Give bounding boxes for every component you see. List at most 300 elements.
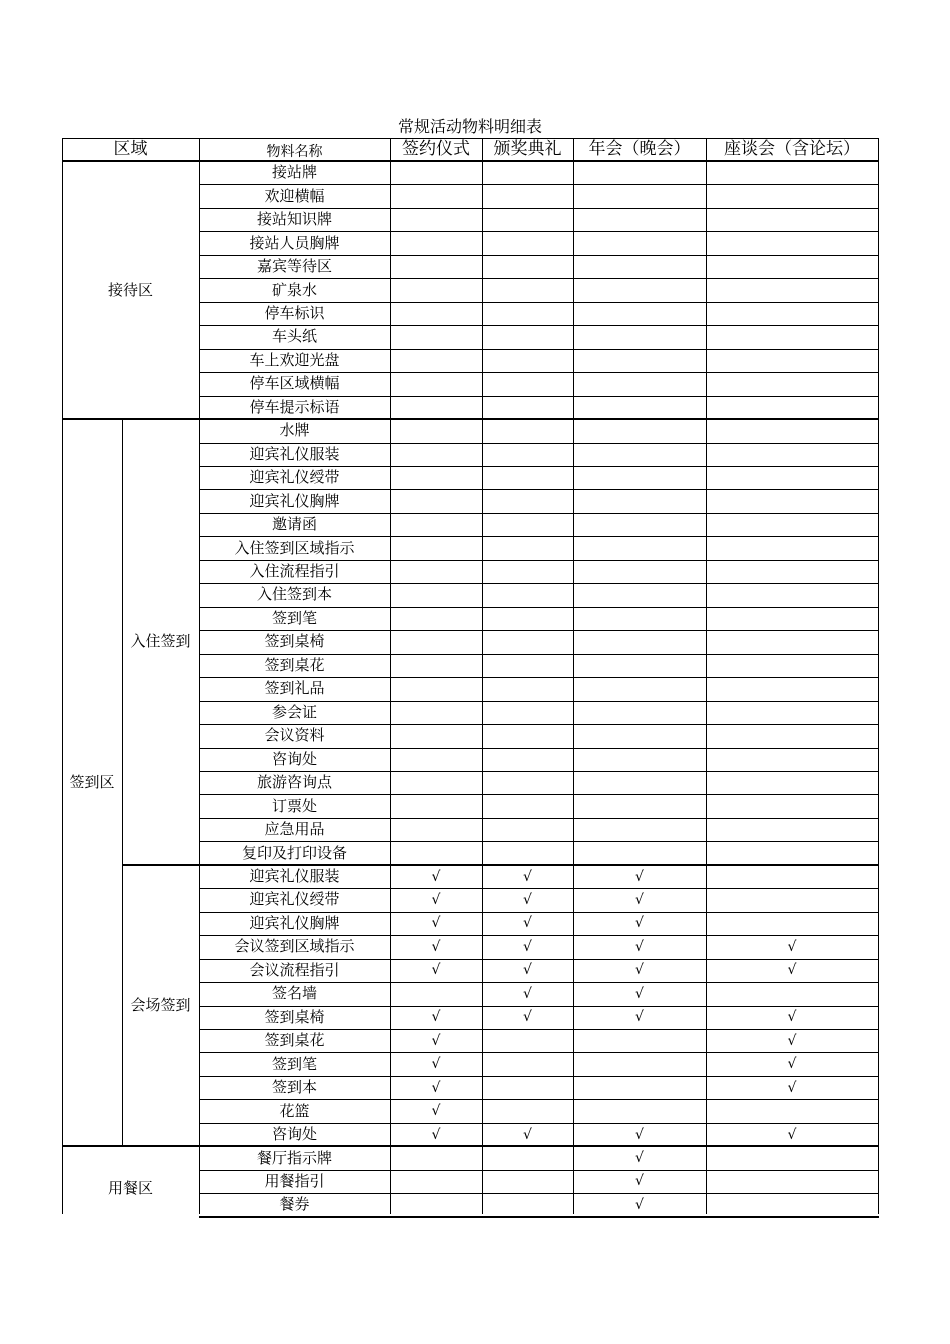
check-cell [573, 888, 706, 911]
check-mark-icon: √ [431, 1079, 441, 1096]
item-name: 迎宾礼仪胸牌 [249, 491, 340, 510]
check-cell [573, 1146, 706, 1169]
check-mark-icon: √ [431, 915, 441, 932]
check-cell [706, 794, 878, 817]
check-cell [390, 701, 482, 724]
check-cell [482, 677, 573, 700]
check-cell [706, 536, 878, 559]
check-cell [482, 1099, 573, 1122]
check-cell [482, 701, 573, 724]
subzone-divider [122, 864, 879, 866]
check-cell [482, 630, 573, 653]
check-cell [706, 1123, 878, 1146]
item-name: 矿泉水 [271, 280, 317, 299]
item-name: 车头纸 [271, 327, 317, 346]
check-mark-icon: √ [635, 985, 644, 1002]
check-mark-icon: √ [635, 1173, 644, 1190]
header-col-3: 年会（晚会） [588, 139, 691, 159]
check-mark-icon: √ [635, 1009, 644, 1026]
item-name: 接站牌 [271, 163, 317, 182]
check-cell [482, 255, 573, 278]
item-name: 迎宾礼仪胸牌 [249, 913, 340, 932]
check-cell [573, 771, 706, 794]
check-mark-icon: √ [523, 962, 532, 979]
check-cell [390, 349, 482, 372]
check-cell [573, 325, 706, 348]
table-border-top [62, 138, 879, 139]
check-cell [390, 184, 482, 207]
check-mark-icon: √ [635, 915, 644, 932]
check-cell [573, 1029, 706, 1052]
check-cell [482, 1146, 573, 1169]
row-divider [199, 607, 879, 608]
check-cell [573, 255, 706, 278]
check-mark-icon: √ [787, 1079, 797, 1096]
check-cell [706, 912, 878, 935]
check-cell [573, 1099, 706, 1122]
check-cell [706, 1146, 878, 1169]
check-cell [573, 466, 706, 489]
check-mark-icon: √ [523, 1126, 532, 1143]
row-divider [199, 701, 879, 702]
check-mark-icon: √ [523, 985, 532, 1002]
check-cell [482, 724, 573, 747]
item-name: 餐厅指示牌 [256, 1148, 332, 1167]
check-cell [390, 583, 482, 606]
check-cell [390, 325, 482, 348]
check-cell [482, 982, 573, 1005]
check-cell [706, 677, 878, 700]
item-name: 签到笔 [271, 1054, 317, 1073]
check-cell [706, 865, 878, 888]
check-cell [706, 1170, 878, 1193]
check-cell [390, 1193, 482, 1216]
check-cell [482, 1029, 573, 1052]
check-cell [482, 865, 573, 888]
check-cell [706, 302, 878, 325]
item-name: 会议资料 [264, 726, 325, 745]
check-mark-icon: √ [431, 1126, 441, 1143]
check-cell [573, 372, 706, 395]
check-cell [390, 771, 482, 794]
item-name: 餐券 [279, 1195, 310, 1214]
row-divider [199, 1170, 879, 1171]
check-mark-icon: √ [787, 962, 797, 979]
check-cell [390, 935, 482, 958]
check-cell [706, 654, 878, 677]
subzone-column-divider [122, 419, 123, 1146]
check-cell [573, 701, 706, 724]
check-mark-icon: √ [787, 1056, 797, 1073]
check-cell [706, 372, 878, 395]
check-cell [706, 748, 878, 771]
row-divider [199, 536, 879, 537]
check-cell [706, 1006, 878, 1029]
check-cell [390, 1170, 482, 1193]
check-cell [482, 1076, 573, 1099]
item-name: 签到桌椅 [264, 632, 325, 651]
check-cell [573, 536, 706, 559]
header-divider [62, 160, 879, 162]
check-cell [390, 489, 482, 512]
check-mark-icon: √ [787, 938, 797, 955]
check-cell [573, 489, 706, 512]
check-cell [390, 959, 482, 982]
item-name: 迎宾礼仪服装 [249, 444, 340, 463]
check-cell [482, 349, 573, 372]
check-cell [573, 818, 706, 841]
check-cell [390, 536, 482, 559]
item-name: 会议签到区域指示 [234, 937, 355, 956]
check-cell [706, 771, 878, 794]
check-cell [706, 888, 878, 911]
check-cell [482, 489, 573, 512]
check-cell [706, 607, 878, 630]
item-name: 迎宾礼仪服装 [249, 867, 340, 886]
column-divider [573, 138, 574, 1214]
row-divider [199, 794, 879, 795]
check-mark-icon: √ [431, 868, 441, 885]
check-cell [706, 184, 878, 207]
check-mark-icon: √ [431, 891, 441, 908]
check-cell [706, 724, 878, 747]
header-col-4: 座谈会（含论坛） [724, 139, 860, 159]
check-mark-icon: √ [431, 962, 441, 979]
check-cell [573, 419, 706, 442]
row-divider [199, 888, 879, 889]
check-cell [482, 771, 573, 794]
item-name: 旅游咨询点 [256, 773, 332, 792]
item-name: 水牌 [279, 421, 310, 440]
row-divider [199, 396, 879, 397]
check-cell [706, 278, 878, 301]
check-mark-icon: √ [787, 1032, 797, 1049]
row-divider [199, 208, 879, 209]
check-cell [482, 208, 573, 231]
item-name: 应急用品 [264, 820, 325, 839]
check-cell [573, 607, 706, 630]
zone-label: 签到区 [69, 773, 115, 792]
check-cell [573, 443, 706, 466]
item-name: 入住签到区域指示 [234, 538, 355, 557]
subzone-label: 入住签到 [130, 632, 191, 651]
row-divider [199, 654, 879, 655]
check-mark-icon: √ [635, 868, 644, 885]
item-name: 迎宾礼仪绶带 [249, 468, 340, 487]
item-name: 接站知识牌 [256, 210, 332, 229]
check-cell [482, 1006, 573, 1029]
check-cell [482, 419, 573, 442]
row-divider [199, 1193, 879, 1194]
check-cell [482, 841, 573, 864]
check-cell [482, 513, 573, 536]
check-mark-icon: √ [431, 1103, 441, 1120]
row-divider [199, 630, 879, 631]
check-cell [390, 161, 482, 184]
table-border-left [62, 138, 63, 1214]
check-cell [706, 231, 878, 254]
row-divider [199, 560, 879, 561]
check-cell [390, 302, 482, 325]
row-divider [199, 1216, 879, 1218]
check-cell [706, 1076, 878, 1099]
check-cell [573, 630, 706, 653]
check-cell [482, 1123, 573, 1146]
item-name: 参会证 [271, 702, 317, 721]
row-divider [199, 1052, 879, 1053]
zone-divider [62, 418, 879, 420]
check-cell [390, 865, 482, 888]
check-cell [706, 1052, 878, 1075]
check-cell [390, 912, 482, 935]
item-name: 停车提示标语 [249, 397, 340, 416]
check-cell [390, 677, 482, 700]
check-cell [482, 325, 573, 348]
item-name: 嘉宾等待区 [256, 257, 332, 276]
check-cell [573, 278, 706, 301]
item-name: 停车区域横幅 [249, 374, 340, 393]
check-mark-icon: √ [635, 1150, 644, 1167]
check-cell [573, 982, 706, 1005]
item-name: 迎宾礼仪绶带 [249, 890, 340, 909]
row-divider [199, 489, 879, 490]
check-cell [390, 278, 482, 301]
check-mark-icon: √ [635, 962, 644, 979]
check-cell [573, 513, 706, 536]
check-cell [573, 1076, 706, 1099]
check-cell [482, 912, 573, 935]
row-divider [199, 325, 879, 326]
row-divider [199, 959, 879, 960]
item-name: 入住签到本 [256, 585, 332, 604]
check-cell [390, 231, 482, 254]
check-cell [482, 302, 573, 325]
check-cell [482, 443, 573, 466]
table-title: 常规活动物料明细表 [397, 117, 542, 136]
check-cell [390, 513, 482, 536]
item-name: 欢迎横幅 [264, 186, 325, 205]
check-mark-icon: √ [787, 1126, 797, 1143]
check-cell [390, 1029, 482, 1052]
check-mark-icon: √ [523, 915, 532, 932]
item-name: 订票处 [271, 796, 317, 815]
check-cell [573, 560, 706, 583]
check-cell [706, 1099, 878, 1122]
check-cell [706, 1029, 878, 1052]
check-cell [706, 583, 878, 606]
check-cell [482, 748, 573, 771]
check-cell [573, 912, 706, 935]
check-cell [573, 841, 706, 864]
check-mark-icon: √ [431, 1032, 441, 1049]
row-divider [199, 724, 879, 725]
row-divider [199, 771, 879, 772]
check-mark-icon: √ [635, 891, 644, 908]
row-divider [199, 349, 879, 350]
check-cell [390, 419, 482, 442]
row-divider [199, 278, 879, 279]
check-cell [573, 959, 706, 982]
row-divider [199, 841, 879, 842]
check-mark-icon: √ [635, 1196, 644, 1213]
row-divider [199, 982, 879, 983]
item-name: 花篮 [279, 1101, 310, 1120]
check-cell [390, 630, 482, 653]
check-mark-icon: √ [431, 1056, 441, 1073]
column-divider [706, 138, 707, 1214]
check-cell [482, 583, 573, 606]
item-name: 咨询处 [271, 749, 317, 768]
check-mark-icon: √ [635, 938, 644, 955]
check-cell [573, 748, 706, 771]
check-cell [706, 982, 878, 1005]
row-divider [199, 748, 879, 749]
header-col-1: 签约仪式 [402, 139, 470, 159]
check-cell [706, 560, 878, 583]
check-cell [573, 1006, 706, 1029]
check-cell [573, 231, 706, 254]
check-cell [706, 701, 878, 724]
item-name: 签到本 [271, 1078, 317, 1097]
row-divider [199, 255, 879, 256]
item-name: 签到礼品 [264, 679, 325, 698]
check-cell [573, 208, 706, 231]
check-cell [706, 419, 878, 442]
zone-label: 接待区 [107, 280, 153, 299]
check-cell [390, 724, 482, 747]
check-cell [482, 935, 573, 958]
check-cell [573, 1052, 706, 1075]
check-cell [482, 888, 573, 911]
check-cell [573, 583, 706, 606]
check-cell [390, 1123, 482, 1146]
check-cell [573, 724, 706, 747]
check-cell [706, 959, 878, 982]
check-cell [706, 841, 878, 864]
item-name: 停车标识 [264, 303, 325, 322]
check-cell [706, 818, 878, 841]
check-cell [390, 841, 482, 864]
header-item: 物料名称 [266, 143, 323, 160]
check-cell [390, 208, 482, 231]
check-cell [390, 1099, 482, 1122]
row-divider [199, 1076, 879, 1077]
check-cell [573, 396, 706, 419]
item-name: 签名墙 [271, 984, 317, 1003]
item-name: 复印及打印设备 [241, 843, 347, 862]
check-cell [706, 489, 878, 512]
item-name: 签到桌椅 [264, 1007, 325, 1026]
check-cell [390, 443, 482, 466]
row-divider [199, 1029, 879, 1030]
check-cell [482, 818, 573, 841]
check-cell [706, 513, 878, 536]
check-mark-icon: √ [523, 1009, 532, 1026]
check-cell [482, 161, 573, 184]
check-mark-icon: √ [635, 1126, 644, 1143]
row-divider [199, 302, 879, 303]
row-divider [199, 184, 879, 185]
row-divider [199, 1006, 879, 1007]
check-cell [482, 466, 573, 489]
check-cell [482, 959, 573, 982]
header-zone: 区域 [113, 139, 148, 159]
check-cell [573, 677, 706, 700]
check-cell [706, 1193, 878, 1216]
check-cell [390, 607, 482, 630]
check-cell [390, 255, 482, 278]
check-cell [573, 654, 706, 677]
row-divider [199, 372, 879, 373]
check-cell [482, 396, 573, 419]
check-cell [482, 1193, 573, 1216]
check-cell [390, 818, 482, 841]
check-cell [706, 396, 878, 419]
check-cell [482, 231, 573, 254]
check-cell [706, 161, 878, 184]
check-mark-icon: √ [523, 868, 532, 885]
check-cell [573, 349, 706, 372]
check-cell [706, 325, 878, 348]
item-name: 车上欢迎光盘 [249, 350, 340, 369]
check-cell [706, 466, 878, 489]
item-name: 签到笔 [271, 608, 317, 627]
check-cell [482, 278, 573, 301]
check-cell [390, 1146, 482, 1169]
item-name: 入住流程指引 [249, 562, 340, 581]
check-cell [390, 1052, 482, 1075]
check-cell [390, 748, 482, 771]
zone-label: 用餐区 [107, 1179, 153, 1198]
check-cell [482, 1170, 573, 1193]
item-name: 签到桌花 [264, 1031, 325, 1050]
row-divider [199, 1099, 879, 1100]
zone-divider [62, 1145, 879, 1147]
check-cell [482, 794, 573, 817]
check-cell [390, 1006, 482, 1029]
check-cell [706, 208, 878, 231]
check-cell [482, 654, 573, 677]
row-divider [199, 818, 879, 819]
row-divider [199, 466, 879, 467]
check-cell [706, 349, 878, 372]
check-cell [482, 184, 573, 207]
row-divider [199, 1123, 879, 1124]
check-mark-icon: √ [523, 891, 532, 908]
row-divider [199, 443, 879, 444]
column-divider [199, 138, 200, 1214]
check-cell [573, 794, 706, 817]
header-col-2: 颁奖典礼 [493, 139, 562, 159]
check-cell [573, 184, 706, 207]
column-divider [390, 138, 391, 1214]
check-cell [390, 888, 482, 911]
check-cell [573, 161, 706, 184]
check-mark-icon: √ [787, 1009, 797, 1026]
check-cell [482, 1052, 573, 1075]
check-cell [390, 466, 482, 489]
row-divider [199, 677, 879, 678]
check-cell [390, 794, 482, 817]
check-mark-icon: √ [523, 938, 532, 955]
check-mark-icon: √ [431, 1009, 441, 1026]
check-cell [390, 1076, 482, 1099]
check-cell [390, 982, 482, 1005]
item-name: 咨询处 [271, 1125, 317, 1144]
check-cell [706, 443, 878, 466]
check-cell [390, 396, 482, 419]
row-divider [199, 513, 879, 514]
